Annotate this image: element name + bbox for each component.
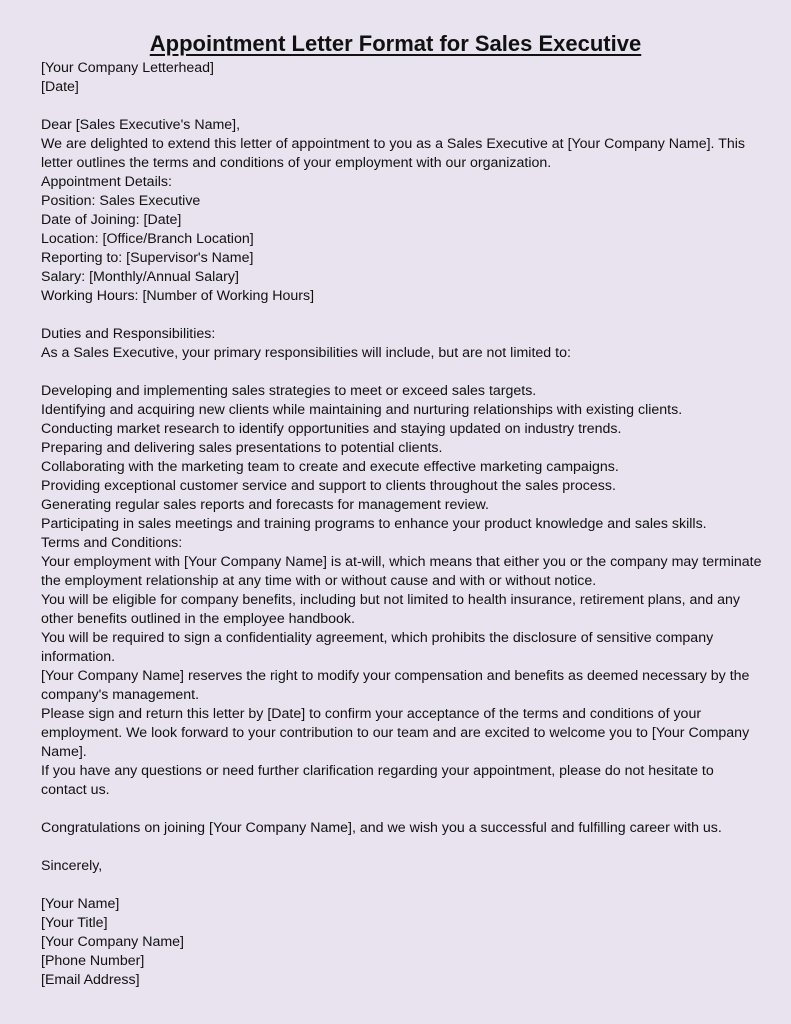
terms-line: the employment relationship at any time with or without cause and with or without notice.	[41, 573, 597, 589]
duty-item: Generating regular sales reports and forecasts for management review.	[41, 497, 489, 513]
congratulations-line: Congratulations on joining [Your Company Name], and we wish you a successful and fulfilling career with us.	[41, 820, 722, 836]
duty-item: Providing exceptional customer service and support to clients throughout the sales process.	[41, 478, 616, 494]
intro-line: We are delighted to extend this letter of appointment to you as a Sales Executive at [Your Company Name]. This	[41, 136, 745, 152]
duties-intro: As a Sales Executive, your primary responsibilities will include, but are not limited to:	[41, 345, 571, 361]
signature-email: [Email Address]	[41, 972, 140, 988]
terms-line: You will be eligible for company benefits, including but not limited to health insurance, retirement plans, and any	[41, 592, 741, 608]
detail-reporting-to: Reporting to: [Supervisor's Name]	[41, 250, 254, 266]
letter-body	[41, 59, 771, 990]
signature-name: [Your Name]	[41, 896, 120, 912]
terms-line: If you have any questions or need further clarification regarding your appointment, please do not hesitate to	[41, 763, 714, 779]
terms-line: Name].	[41, 744, 87, 760]
terms-line: employment. We look forward to your contribution to our team and are excited to welcome you to [Your Company	[41, 725, 750, 741]
terms-heading: Terms and Conditions:	[41, 535, 183, 551]
closing: Sincerely,	[41, 858, 103, 874]
detail-working-hours: Working Hours: [Number of Working Hours]	[41, 288, 315, 304]
duty-item: Preparing and delivering sales presentations to potential clients.	[41, 440, 443, 456]
signature-company: [Your Company Name]	[41, 934, 184, 950]
intro-line: letter outlines the terms and conditions of your employment with our organization.	[41, 155, 552, 171]
date-line: [Date]	[41, 79, 79, 95]
terms-line: information.	[41, 649, 116, 665]
document-title: Appointment Letter Format for Sales Executive	[149, 31, 642, 56]
duties-heading: Duties and Responsibilities:	[41, 326, 216, 342]
letterhead-line: [Your Company Letterhead]	[41, 60, 214, 76]
salutation: Dear [Sales Executive's Name],	[41, 117, 241, 133]
duty-item: Conducting market research to identify opportunities and staying updated on industry trends.	[41, 421, 622, 437]
detail-joining-date: Date of Joining: [Date]	[41, 212, 182, 228]
signature-title: [Your Title]	[41, 915, 108, 931]
terms-line: Your employment with [Your Company Name] is at-will, which means that either you or the company may terminate	[41, 554, 762, 570]
detail-position: Position: Sales Executive	[41, 193, 201, 209]
detail-salary: Salary: [Monthly/Annual Salary]	[41, 269, 239, 285]
terms-line: contact us.	[41, 782, 110, 798]
terms-line: other benefits outlined in the employee handbook.	[41, 611, 355, 627]
duty-item: Identifying and acquiring new clients while maintaining and nurturing relationships with existing clients.	[41, 402, 683, 418]
details-heading: Appointment Details:	[41, 174, 172, 190]
terms-line: company's management.	[41, 687, 200, 703]
terms-line: [Your Company Name] reserves the right to modify your compensation and benefits as deemed necessary by the	[41, 668, 750, 684]
detail-location: Location: [Office/Branch Location]	[41, 231, 254, 247]
duty-item: Developing and implementing sales strategies to meet or exceed sales targets.	[41, 383, 537, 399]
terms-line: You will be required to sign a confidentiality agreement, which prohibits the disclosure of sensitive company	[41, 630, 714, 646]
duty-item: Collaborating with the marketing team to create and execute effective marketing campaigns.	[41, 459, 619, 475]
duty-item: Participating in sales meetings and training programs to enhance your product knowledge and sales skills.	[41, 516, 707, 532]
terms-line: Please sign and return this letter by [Date] to confirm your acceptance of the terms and conditions of your	[41, 706, 702, 722]
signature-phone: [Phone Number]	[41, 953, 145, 969]
